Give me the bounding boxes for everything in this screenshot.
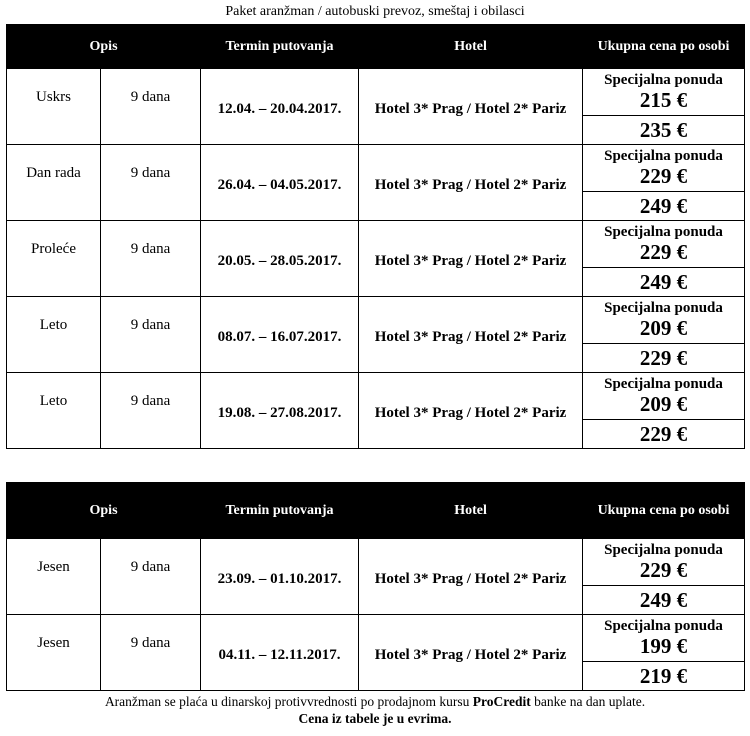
price-table-1 xyxy=(6,24,745,449)
row-dates: 12.04. – 20.04.2017. xyxy=(201,69,359,145)
row-days: 9 dana xyxy=(101,221,201,297)
row-dates: 04.11. – 12.11.2017. xyxy=(201,615,359,691)
row-days: 9 dana xyxy=(101,539,201,615)
row-days: 9 dana xyxy=(101,615,201,691)
special-offer-cell xyxy=(583,615,745,662)
regular-price: 249 € xyxy=(583,586,745,615)
bank-name: ProCredit xyxy=(472,694,531,709)
row-days: 9 dana xyxy=(101,69,201,145)
table-header-row xyxy=(7,25,745,69)
row-days: 9 dana xyxy=(101,145,201,221)
row-opis: Uskrs xyxy=(7,69,101,145)
page-caption: Paket aranžman / autobuski prevoz, smeštaj i obilasci xyxy=(225,4,525,19)
header-termin: Termin putovanja xyxy=(201,25,359,69)
regular-price: 249 € xyxy=(583,268,745,297)
row-dates: 26.04. – 04.05.2017. xyxy=(201,145,359,221)
header-termin: Termin putovanja xyxy=(201,483,359,539)
special-offer-label: Specijalna ponuda xyxy=(604,376,723,392)
footer-note xyxy=(0,693,750,727)
row-opis: Leto xyxy=(7,373,101,449)
regular-price: 219 € xyxy=(583,662,745,691)
table-row xyxy=(7,297,745,344)
row-opis: Proleće xyxy=(7,221,101,297)
table-row xyxy=(7,615,745,662)
special-offer-price: 209 € xyxy=(639,316,688,340)
row-days: 9 dana xyxy=(101,373,201,449)
row-hotel: Hotel 3* Prag / Hotel 2* Pariz xyxy=(359,539,583,615)
row-hotel: Hotel 3* Prag / Hotel 2* Pariz xyxy=(359,69,583,145)
footer-line-2: Cena iz tabele je u evrima. xyxy=(298,711,452,726)
special-offer-price: 229 € xyxy=(639,558,688,582)
special-offer-price: 209 € xyxy=(639,392,688,416)
table-row xyxy=(7,221,745,268)
row-dates: 19.08. – 27.08.2017. xyxy=(201,373,359,449)
special-offer-cell xyxy=(583,221,745,268)
table-row xyxy=(7,69,745,116)
row-hotel: Hotel 3* Prag / Hotel 2* Pariz xyxy=(359,297,583,373)
row-opis: Jesen xyxy=(7,539,101,615)
regular-price: 235 € xyxy=(583,116,745,145)
special-offer-label: Specijalna ponuda xyxy=(604,542,723,558)
special-offer-cell xyxy=(583,145,745,192)
special-offer-label: Specijalna ponuda xyxy=(604,148,723,164)
special-offer-label: Specijalna ponuda xyxy=(604,72,723,88)
special-offer-label: Specijalna ponuda xyxy=(604,618,723,634)
special-offer-cell xyxy=(583,539,745,586)
row-hotel: Hotel 3* Prag / Hotel 2* Pariz xyxy=(359,373,583,449)
table-row xyxy=(7,373,745,420)
row-hotel: Hotel 3* Prag / Hotel 2* Pariz xyxy=(359,145,583,221)
price-table-2 xyxy=(6,482,745,691)
regular-price: 249 € xyxy=(583,192,745,221)
row-opis: Jesen xyxy=(7,615,101,691)
table-row xyxy=(7,539,745,586)
regular-price: 229 € xyxy=(583,344,745,373)
special-offer-price: 229 € xyxy=(639,240,688,264)
special-offer-price: 229 € xyxy=(639,164,688,188)
row-dates: 23.09. – 01.10.2017. xyxy=(201,539,359,615)
row-hotel: Hotel 3* Prag / Hotel 2* Pariz xyxy=(359,221,583,297)
header-cena: Ukupna cena po osobi xyxy=(583,25,745,69)
special-offer-price: 199 € xyxy=(639,634,688,658)
footer-line-1: Aranžman se plaća u dinarskoj protivvrednosti po prodajnom kursu ProCredit banke na dan uplate. xyxy=(104,694,646,709)
header-opis: Opis xyxy=(7,483,201,539)
special-offer-price: 215 € xyxy=(639,88,688,112)
row-hotel: Hotel 3* Prag / Hotel 2* Pariz xyxy=(359,615,583,691)
special-offer-cell xyxy=(583,373,745,420)
header-hotel: Hotel xyxy=(359,483,583,539)
header-hotel: Hotel xyxy=(359,25,583,69)
header-cena: Ukupna cena po osobi xyxy=(583,483,745,539)
table-row xyxy=(7,145,745,192)
row-dates: 08.07. – 16.07.2017. xyxy=(201,297,359,373)
table-header-row xyxy=(7,483,745,539)
special-offer-label: Specijalna ponuda xyxy=(604,224,723,240)
row-opis: Dan rada xyxy=(7,145,101,221)
row-opis: Leto xyxy=(7,297,101,373)
regular-price: 229 € xyxy=(583,420,745,449)
special-offer-cell xyxy=(583,69,745,116)
special-offer-label: Specijalna ponuda xyxy=(604,300,723,316)
row-dates: 20.05. – 28.05.2017. xyxy=(201,221,359,297)
special-offer-cell xyxy=(583,297,745,344)
header-opis: Opis xyxy=(7,25,201,69)
row-days: 9 dana xyxy=(101,297,201,373)
